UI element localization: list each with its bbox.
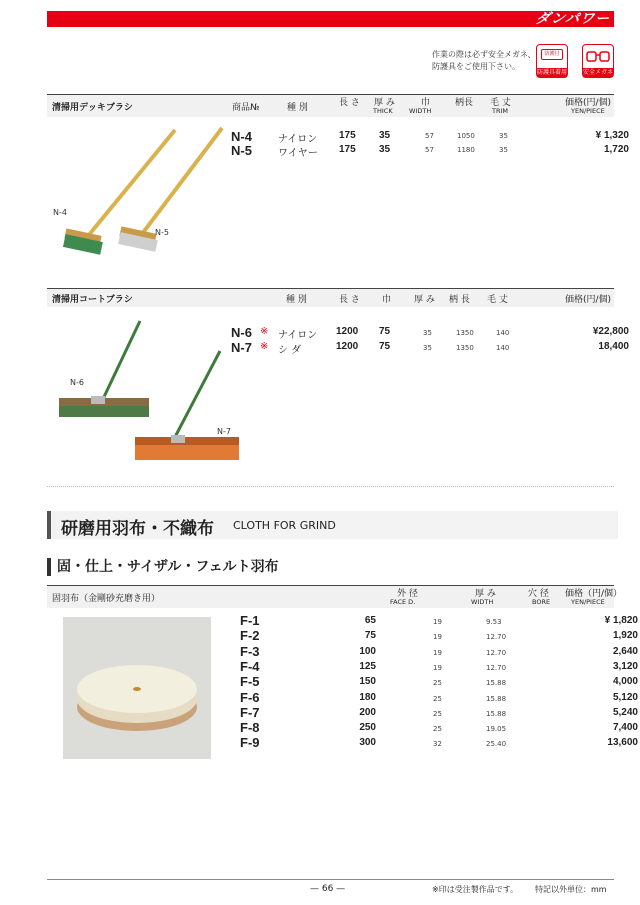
- width: 75: [379, 341, 391, 352]
- width: 25: [433, 725, 442, 734]
- col-trim-en: TRIM: [492, 107, 509, 115]
- price: 1,920: [612, 630, 638, 642]
- n4-handle: [88, 130, 175, 236]
- thick: 35: [423, 344, 432, 352]
- length: 175: [339, 130, 356, 141]
- top-red-bar: [47, 11, 614, 27]
- col-kind: 種 別: [286, 295, 307, 305]
- safety-notice: [432, 49, 536, 73]
- width: 25: [433, 679, 442, 688]
- glasses-icon: [583, 48, 613, 68]
- thick: 35: [379, 130, 391, 141]
- col-price-en: YEN/PIECE: [571, 107, 605, 115]
- deck-title: 清掃用デッキブラシ: [52, 103, 133, 113]
- notice-line-2: 防護具をご使用下さい。: [432, 62, 520, 71]
- width: 25: [433, 709, 442, 718]
- court-title: 清掃用コートブラシ: [52, 295, 133, 305]
- price: 13,600: [607, 737, 638, 749]
- badge1-top: 防護付: [541, 49, 563, 60]
- col-price: 価格(円/個): [565, 295, 612, 305]
- price: ¥ 1,820: [604, 615, 638, 626]
- n4-brush-head: [63, 228, 103, 254]
- code: F-7: [240, 704, 260, 720]
- badge1-label: 防護具着用: [537, 69, 568, 76]
- width: 57: [425, 146, 434, 154]
- bore: 12.70: [486, 648, 507, 657]
- cloth-header: [47, 585, 623, 608]
- bore: 12.70: [486, 633, 507, 642]
- kind: シ ダ: [278, 345, 302, 356]
- face: 65: [364, 615, 376, 626]
- length: 175: [339, 144, 356, 155]
- safety-glasses-icon: [582, 44, 614, 78]
- face: 125: [359, 660, 376, 672]
- face: 75: [364, 630, 376, 642]
- badge2-label: 安全メガネ: [583, 69, 614, 76]
- bore: 15.88: [486, 694, 507, 703]
- trim: 140: [496, 329, 510, 337]
- code: F-2: [240, 628, 260, 644]
- court-brush-image: [55, 315, 255, 475]
- n5-brush-head: [118, 226, 158, 251]
- thick: 35: [379, 144, 391, 155]
- brand-logo: ダンパワー: [534, 11, 611, 27]
- cloth-title: 固羽布（金剛砂充磨き用）: [52, 594, 161, 604]
- price: ¥ 1,320: [595, 130, 629, 141]
- bore: 15.88: [486, 709, 507, 718]
- col-bore-en: BORE: [532, 598, 551, 606]
- code: F-3: [240, 643, 260, 659]
- col-width: 巾: [382, 295, 392, 305]
- cloth-wheel-image: [63, 617, 211, 759]
- trim: 35: [499, 132, 508, 140]
- col-code: 商品№: [232, 103, 260, 113]
- protective-gear-icon: [536, 44, 568, 78]
- price: 1,720: [603, 144, 629, 155]
- price: 3,120: [612, 660, 638, 672]
- page-number: — 66 —: [310, 884, 346, 894]
- court-header: [47, 288, 614, 307]
- col-thick: 厚 み: [414, 295, 435, 305]
- code: N-6: [231, 325, 252, 340]
- price: 7,400: [612, 722, 638, 734]
- face: 300: [359, 737, 376, 749]
- price: ¥22,800: [592, 326, 629, 337]
- bore: 15.88: [486, 679, 507, 688]
- kind: ナイロン: [278, 330, 318, 341]
- col-price-en: YEN/PIECE: [571, 598, 605, 606]
- n7-handle: [175, 351, 220, 437]
- section-title: [47, 511, 618, 539]
- col-length: 長 さ: [339, 98, 360, 108]
- bore: 12.70: [486, 663, 507, 672]
- section-title-en: CLOTH FOR GRIND: [233, 519, 336, 532]
- bore: 19.05: [486, 725, 507, 734]
- face: 100: [359, 645, 376, 657]
- width: 19: [433, 633, 442, 642]
- handle: 1050: [457, 132, 475, 140]
- code: F-5: [240, 674, 260, 690]
- img-label-n5: N-5: [155, 228, 169, 237]
- col-kind: 種 別: [287, 103, 308, 113]
- thick: 35: [423, 329, 432, 337]
- code: F-8: [240, 720, 260, 736]
- trim: 35: [499, 146, 508, 154]
- footer-unit: 特記以外単位：mm: [535, 885, 607, 894]
- code: N-5: [231, 143, 252, 158]
- col-face: 外 径: [397, 589, 418, 599]
- made-to-order-mark: ※: [260, 341, 269, 352]
- img-label-n6: N-6: [70, 378, 84, 387]
- n6-brush-head: [59, 396, 149, 417]
- code: F-6: [240, 689, 260, 705]
- col-trim: 毛 丈: [487, 295, 508, 305]
- code: N-4: [231, 129, 252, 144]
- col-face-en: FACE D.: [390, 598, 416, 606]
- col-width: 厚 み: [475, 589, 496, 599]
- width: 57: [425, 132, 434, 140]
- n5-handle: [142, 128, 222, 234]
- width: 19: [433, 648, 442, 657]
- col-trim: 毛 丈: [490, 98, 511, 108]
- price: 5,120: [612, 691, 638, 703]
- kind: ワイヤー: [278, 148, 318, 159]
- length: 1200: [336, 341, 359, 352]
- notice-line-1: 作業の際は必ず安全メガネ、: [432, 50, 536, 59]
- col-width-en: WIDTH: [471, 598, 494, 606]
- face: 200: [359, 706, 376, 718]
- handle: 1350: [456, 344, 474, 352]
- length: 1200: [336, 326, 359, 337]
- col-thick-en: THICK: [373, 107, 393, 115]
- subsection-title: 固・仕上・サイザル・フェルト羽布: [47, 558, 279, 576]
- col-width: 巾: [421, 98, 431, 108]
- n7-brush-head: [135, 435, 239, 460]
- bore: 9.53: [486, 618, 502, 626]
- width: 19: [433, 663, 442, 672]
- code: N-7: [231, 340, 252, 355]
- kind: ナイロン: [278, 134, 318, 145]
- col-handle: 柄長: [455, 98, 474, 108]
- col-thick: 厚 み: [374, 98, 395, 108]
- deck-header: [47, 94, 614, 117]
- code: F-1: [240, 613, 260, 628]
- face: 250: [359, 722, 376, 734]
- made-to-order-mark: ※: [260, 326, 269, 337]
- price: 2,640: [612, 645, 638, 657]
- footer-line: [47, 879, 614, 880]
- code: F-4: [240, 658, 260, 674]
- width: 75: [379, 326, 391, 337]
- footer-note: ※印は受注製作品です。: [432, 885, 519, 894]
- handle: 1180: [457, 146, 475, 154]
- section-title-jp: 研磨用羽布・不織布: [61, 519, 214, 539]
- width: 25: [433, 694, 442, 703]
- face: 150: [359, 676, 376, 688]
- face: 180: [359, 691, 376, 703]
- price: 4,000: [612, 676, 638, 688]
- n6-handle: [103, 321, 140, 399]
- img-label-n4: N-4: [53, 208, 67, 217]
- width: 32: [433, 740, 442, 749]
- width: 19: [433, 618, 442, 626]
- code: F-9: [240, 735, 260, 751]
- handle: 1350: [456, 329, 474, 337]
- trim: 140: [496, 344, 510, 352]
- cloth-wheel-photo: [63, 617, 211, 759]
- col-width-en: WIDTH: [409, 107, 432, 115]
- col-handle: 柄 長: [449, 295, 470, 305]
- bore: 25.40: [486, 740, 507, 749]
- col-bore: 穴 径: [528, 589, 549, 599]
- price: 5,240: [612, 706, 638, 718]
- col-price: 価格(円/個): [565, 98, 612, 108]
- col-price: 価格（円/個）: [565, 589, 623, 599]
- divider: [47, 486, 614, 487]
- deck-brush-image: [50, 118, 230, 268]
- img-label-n7: N-7: [217, 427, 231, 436]
- col-length: 長 さ: [339, 295, 360, 305]
- price: 18,400: [598, 341, 629, 352]
